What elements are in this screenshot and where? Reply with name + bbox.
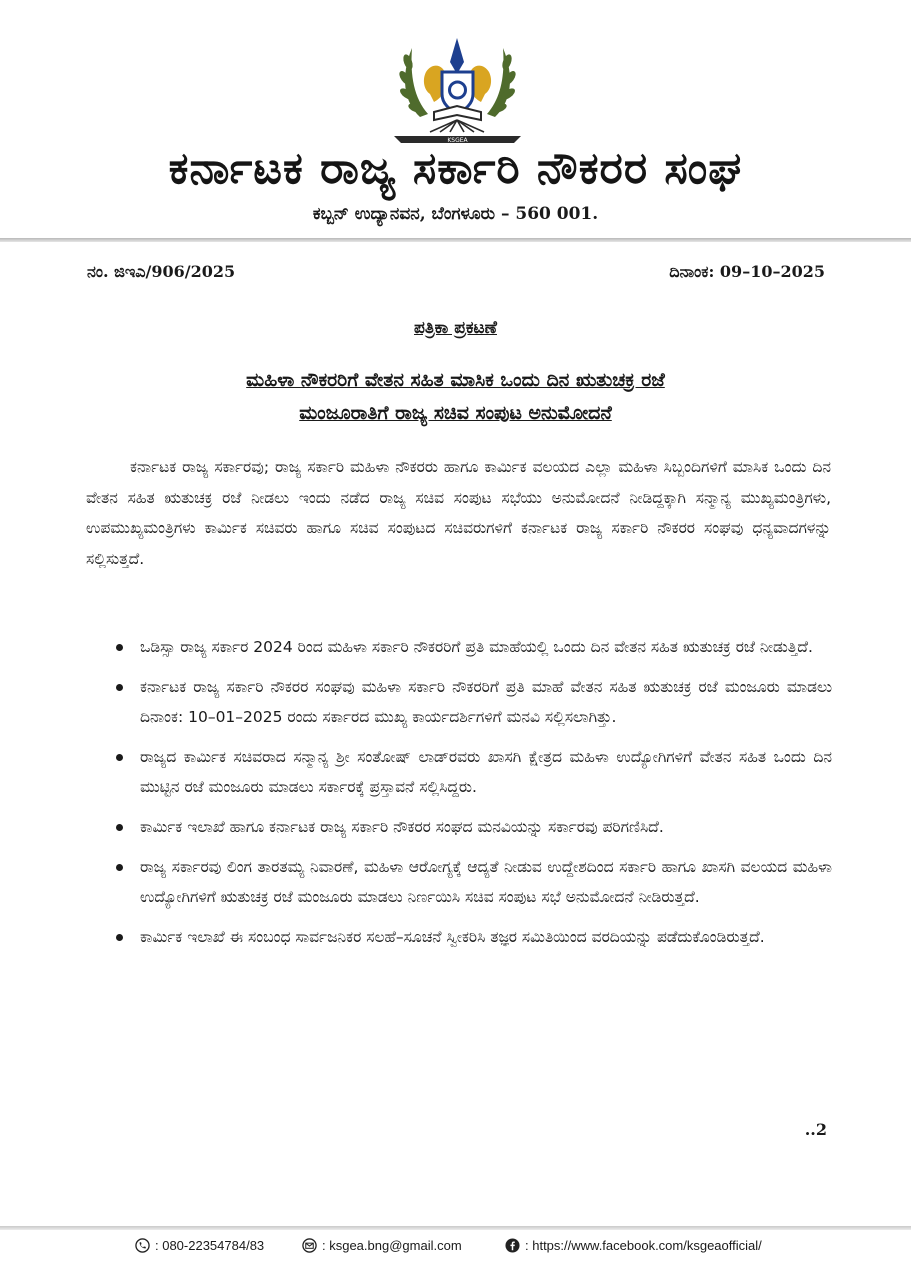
phone-number: : 080-22354784/83 [155,1238,265,1253]
list-item [140,852,832,912]
list-item-text: ಕರ್ನಾಟಕ ರಾಜ್ಯ ಸರ್ಕಾರಿ ನೌಕರರ ಸಂಘವು ಮಹಿಳಾ ಸರ್ಕಾರಿ ನೌಕರರಿಗೆ ಪ್ರತಿ ಮಾಹೆ ವೇತನ ಸಹಿತ ಋತುಚಕ್ರ ರಜೆ ಮಂಜೂರು ಮಾಡಲು ದಿನಾಂಕ: 10–01–2025 ರಂದು ಸರ್ಕಾರದ ಮುಖ್ಯ ಕಾರ್ಯದರ್ಶಿಗಳಿಗೆ ಮನವಿ ಸಲ್ಲಿಸಲಾಗಿತ್ತು. [140,678,832,726]
continued-page-marker: ..2 [804,1120,827,1139]
facebook-icon [505,1238,520,1253]
list-item [140,742,832,802]
body-paragraph: ಕರ್ನಾಟಕ ರಾಜ್ಯ ಸರ್ಕಾರವು; ರಾಜ್ಯ ಸರ್ಕಾರಿ ಮಹಿಳಾ ನೌಕರರು ಹಾಗೂ ಕಾರ್ಮಿಕ ವಲಯದ ಎಲ್ಲಾ ಮಹಿಳಾ ಸಿಬ್ಬಂದಿಗಳಿಗೆ ಮಾಸಿಕ ಒಂದು ದಿನ ವೇತನ ಸಹಿತ ಋತುಚಕ್ರ ರಜೆ ನೀಡಲು ಇಂದು ನಡೆದ ರಾಜ್ಯ ಸಚಿವ ಸಂಪುಟ ಸಭೆಯು ಅನುಮೋದನೆ ನೀಡಿದ್ದಕ್ಕಾಗಿ ಸನ್ಮಾನ್ಯ ಮುಖ್ಯಮಂತ್ರಿಗಳು, ಉಪಮುಖ್ಯಮಂತ್ರಿಗಳು ಕಾರ್ಮಿಕ ಸಚಿವರು ಹಾಗೂ ಸಚಿವ ಸಂಪುಟದ ಸಚಿವರುಗಳಿಗೆ ಕರ್ನಾಟಕ ರಾಜ್ಯ ಸರ್ಕಾರಿ ನೌಕರರ ಸಂಘವು ಧನ್ಯವಾದಗಳನ್ನು ಸಲ್ಲಿಸುತ್ತದೆ. [86,458,831,568]
press-release-heading [0,318,911,338]
emblem-icon [390,32,525,144]
subject-heading [60,364,851,430]
phone-icon [135,1238,150,1253]
reference-number: ನಂ. ಜಿಇಎ/906/2025 [87,262,236,281]
ksgea-logo [390,32,525,144]
bullet-icon [116,754,123,761]
list-item-text: ಕಾರ್ಮಿಕ ಇಲಾಖೆ ಹಾಗೂ ಕರ್ನಾಟಕ ರಾಜ್ಯ ಸರ್ಕಾರಿ ನೌಕರರ ಸಂಘದ ಮನವಿಯನ್ನು ಸರ್ಕಾರವು ಪರಿಗಣಿಸಿದೆ. [140,818,664,836]
facebook-url[interactable]: : https://www.facebook.com/ksgeaofficial/ [525,1238,762,1253]
email-icon [302,1238,317,1253]
organization-title: ಕರ್ನಾಟಕ ರಾಜ್ಯ ಸರ್ಕಾರಿ ನೌಕರರ ಸಂಘ [168,143,743,194]
footer-email [302,1238,462,1253]
footer-phone [135,1238,264,1253]
email-address[interactable]: : ksgea.bng@gmail.com [322,1238,462,1253]
header-divider [0,238,911,242]
document-date: ದಿನಾಂಕ: 09–10–2025 [669,262,825,281]
bullet-icon [116,934,123,941]
list-item [140,632,832,662]
organization-address: ಕಬ್ಬನ್ ಉದ್ಯಾನವನ, ಬೆಂಗಳೂರು – 560 001. [312,204,599,224]
bullet-icon [116,644,123,651]
footer-facebook [505,1238,762,1253]
list-item-text: ರಾಜ್ಯದ ಕಾರ್ಮಿಕ ಸಚಿವರಾದ ಸನ್ಮಾನ್ಯ ಶ್ರೀ ಸಂತೋಷ್ ಲಾಡ್‌ರವರು ಖಾಸಗಿ ಕ್ಷೇತ್ರದ ಮಹಿಳಾ ಉದ್ಯೋಗಿಗಳಿಗೆ ವೇತನ ಸಹಿತ ಒಂದು ದಿನ ಮುಟ್ಟಿನ ರಜೆ ಮಂಜೂರು ಮಾಡಲು ಸರ್ಕಾರಕ್ಕೆ ಪ್ರಸ್ತಾವನೆ ಸಲ್ಲಿಸಿದ್ದರು. [140,748,832,796]
bullet-icon [116,824,123,831]
list-item-text: ಒಡಿಸ್ಸಾ ರಾಜ್ಯ ಸರ್ಕಾರ 2024 ರಿಂದ ಮಹಿಳಾ ಸರ್ಕಾರಿ ನೌಕರರಿಗೆ ಪ್ರತಿ ಮಾಹೆಯಲ್ಲಿ ಒಂದು ದಿನ ವೇತನ ಸಹಿತ ಋತುಚಕ್ರ ರಜೆ ನೀಡುತ್ತಿದೆ. [140,638,813,656]
bullet-icon [116,684,123,691]
logo-text: KSGEA [447,137,468,144]
list-item [140,922,832,952]
list-item-text: ರಾಜ್ಯ ಸರ್ಕಾರವು ಲಿಂಗ ತಾರತಮ್ಯ ನಿವಾರಣೆ, ಮಹಿಳಾ ಆರೋಗ್ಯಕ್ಕೆ ಆದ್ಯತೆ ನೀಡುವ ಉದ್ದೇಶದಿಂದ ಸರ್ಕಾರಿ ಹಾಗೂ ಖಾಸಗಿ ವಲಯದ ಮಹಿಳಾ ಉದ್ಯೋಗಿಗಳಿಗೆ ಋತುಚಕ್ರ ರಜೆ ಮಂಜೂರು ಮಾಡಲು ನಿರ್ಣಯಿಸಿ ಸಚಿವ ಸಂಪುಟ ಸಭೆ ಅನುಮೋದನೆ ನೀಡಿರುತ್ತದೆ. [140,858,832,906]
list-item [140,812,832,842]
subject-line-1: ಮಹಿಳಾ ನೌಕರರಿಗೆ ವೇತನ ಸಹಿತ ಮಾಸಿಕ ಒಂದು ದಿನ ಋತುಚಕ್ರ ರಜೆ [246,369,665,391]
footer-divider [0,1226,911,1230]
list-item [140,672,832,732]
bullet-list [140,632,832,962]
bullet-icon [116,864,123,871]
press-release-label: ಪತ್ರಿಕಾ ಪ್ರಕಟಣೆ [414,318,497,338]
list-item-text: ಕಾರ್ಮಿಕ ಇಲಾಖೆ ಈ ಸಂಬಂಧ ಸಾರ್ವಜನಿಕರ ಸಲಹೆ–ಸೂಚನೆ ಸ್ವೀಕರಿಸಿ ತಜ್ಞರ ಸಮಿತಿಯಿಂದ ವರದಿಯನ್ನು ಪಡೆದುಕೊಂಡಿರುತ್ತದೆ. [140,928,765,946]
subject-line-2: ಮಂಜೂರಾತಿಗೆ ರಾಜ್ಯ ಸಚಿವ ಸಂಪುಟ ಅನುಮೋದನೆ [299,402,612,424]
